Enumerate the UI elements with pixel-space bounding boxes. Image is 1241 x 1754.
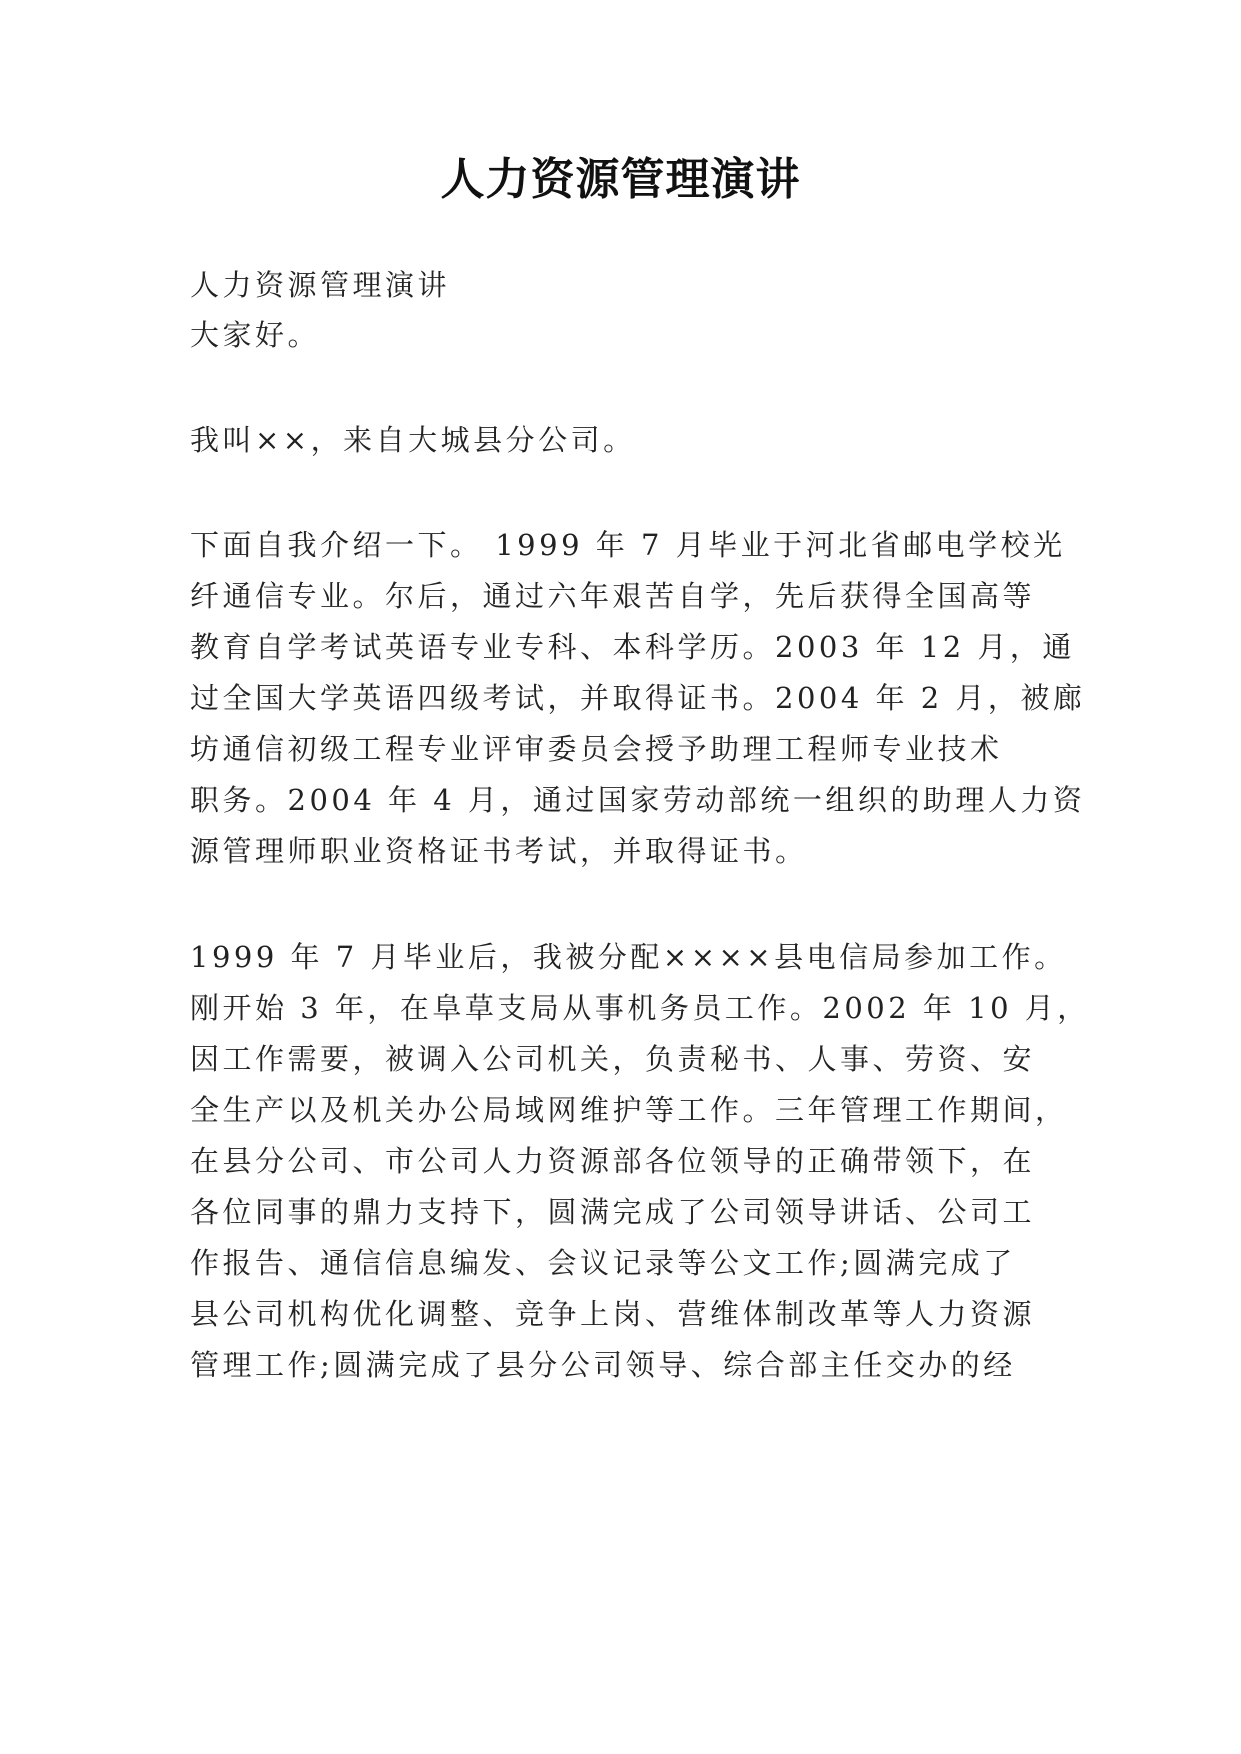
text-line: 在县分公司、市公司人力资源部各位领导的正确带领下，在 bbox=[190, 1144, 1036, 1178]
text-line: 下面自我介绍一下。 1999 年 7 月毕业于河北省邮电学校光 bbox=[190, 528, 1066, 562]
text-line: 大家好。 bbox=[190, 318, 321, 352]
text-line: 1999 年 7 月毕业后，我被分配××××县电信局参加工作。 bbox=[190, 940, 1067, 974]
text-line: 纤通信专业。尔后，通过六年艰苦自学，先后获得全国高等 bbox=[190, 579, 1036, 613]
text-line: 过全国大学英语四级考试，并取得证书。2004 年 2 月，被廊 bbox=[190, 681, 1086, 715]
text-line: 源管理师职业资格证书考试，并取得证书。 bbox=[190, 834, 808, 868]
text-line: 刚开始 3 年，在阜草支局从事机务员工作。2002 年 10 月， bbox=[190, 991, 1090, 1025]
text-line: 因工作需要，被调入公司机关，负责秘书、人事、劳资、安 bbox=[190, 1042, 1036, 1076]
text-line: 坊通信初级工程专业评审委员会授予助理工程师专业技术 bbox=[190, 732, 1003, 766]
text-line: 我叫××，来自大城县分公司。 bbox=[190, 423, 636, 457]
text-line: 人力资源管理演讲 bbox=[190, 268, 451, 302]
text-line: 管理工作;圆满完成了县分公司领导、综合部主任交办的经 bbox=[190, 1348, 1016, 1382]
text-line: 各位同事的鼎力支持下，圆满完成了公司领导讲话、公司工 bbox=[190, 1195, 1036, 1229]
text-line: 教育自学考试英语专业专科、本科学历。2003 年 12 月，通 bbox=[190, 630, 1075, 664]
text-line: 作报告、通信信息编发、会议记录等公文工作;圆满完成了 bbox=[190, 1246, 1016, 1280]
document-title: 人力资源管理演讲 bbox=[440, 154, 801, 205]
text-line: 职务。2004 年 4 月，通过国家劳动部统一组织的助理人力资 bbox=[190, 783, 1086, 817]
text-line: 全生产以及机关办公局域网维护等工作。三年管理工作期间， bbox=[190, 1093, 1068, 1127]
text-line: 县公司机构优化调整、竞争上岗、营维体制改革等人力资源 bbox=[190, 1297, 1036, 1331]
